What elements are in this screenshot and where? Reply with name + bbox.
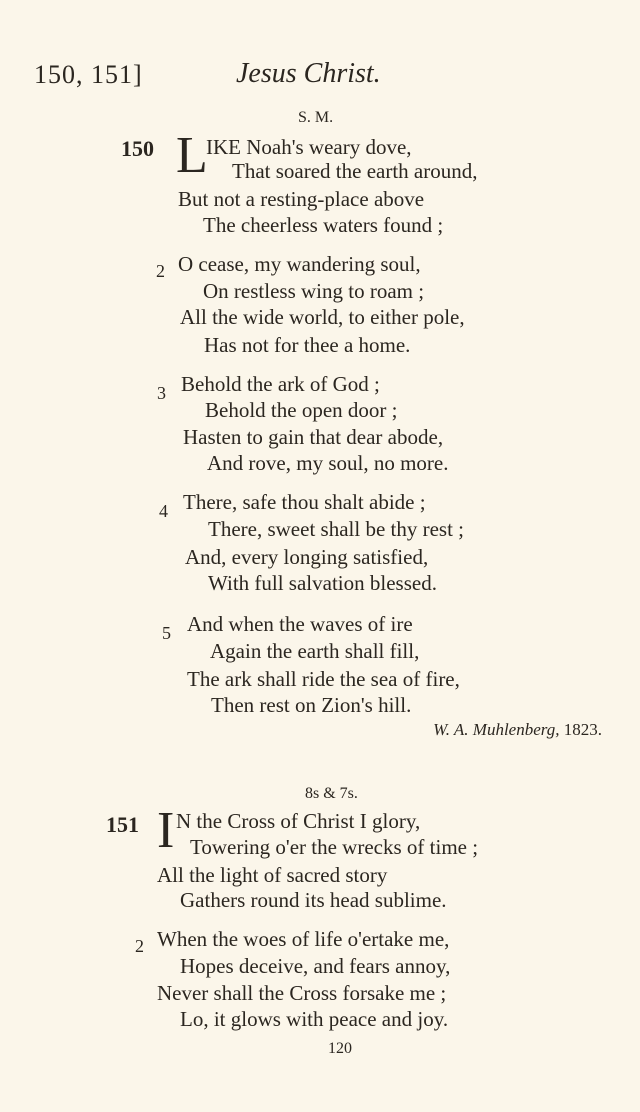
year: 1823. [563,720,602,739]
page-range: 150, 151] [34,60,143,89]
page-number: 120 [328,1040,352,1057]
author: W. A. Muhlenberg, [433,720,560,739]
verse-line: Has not for thee a home. [204,333,411,357]
verse-line: When the woes of life o'ertake me, [157,927,450,951]
verse-line: Gathers round its head sublime. [180,888,447,912]
verse-line: Behold the open door ; [205,398,398,422]
verse-line: Never shall the Cross forsake me ; [157,981,447,1005]
verse-line: But not a resting-place above [178,187,425,211]
verse-line: And rove, my soul, no more. [207,451,449,475]
verse-line: All the light of sacred story [157,863,388,887]
verse-line: There, sweet shall be thy rest ; [208,517,464,541]
verse-line: The cheerless waters found ; [203,213,444,237]
verse-line: Lo, it glows with peace and joy. [180,1007,449,1031]
verse-line: And when the waves of ire [187,612,413,636]
verse-number: 2 [135,936,144,956]
verse-line: There, safe thou shalt abide ; [183,490,426,514]
verse-line: N the Cross of Christ I glory, [176,809,421,833]
verse-line: Hopes deceive, and fears annoy, [180,954,451,978]
verse-line: Then rest on Zion's hill. [211,693,412,717]
verse-line: Behold the ark of God ; [181,372,380,396]
attribution [433,718,602,742]
meter-150: S. M. [298,109,334,126]
verse-line: All the wide world, to either pole, [180,305,465,329]
verse-line: And, every longing satisfied, [185,545,429,569]
verse-line: IKE Noah's weary dove, [206,135,412,159]
verse-number: 3 [157,383,166,403]
verse-line: O cease, my wandering soul, [178,252,421,276]
verse-number: 5 [162,623,171,643]
verse-line: With full salvation blessed. [208,571,437,595]
verse-number: 2 [156,261,165,281]
verse-line: Towering o'er the wrecks of time ; [190,835,479,859]
verse-line: Hasten to gain that dear abode, [183,425,444,449]
hymn-number-151: 151 [106,812,139,837]
verse-line: That soared the earth around, [232,159,478,183]
drop-cap: L [176,127,208,184]
verse-line: Again the earth shall fill, [210,639,420,663]
verse-number: 4 [159,501,168,521]
verse-line: The ark shall ride the sea of fire, [187,667,460,691]
drop-cap: I [157,802,175,859]
hymn-number-150: 150 [121,136,154,161]
verse-line: On restless wing to roam ; [203,279,425,303]
running-title: Jesus Christ. [236,58,381,89]
meter-151: 8s & 7s. [305,785,358,802]
